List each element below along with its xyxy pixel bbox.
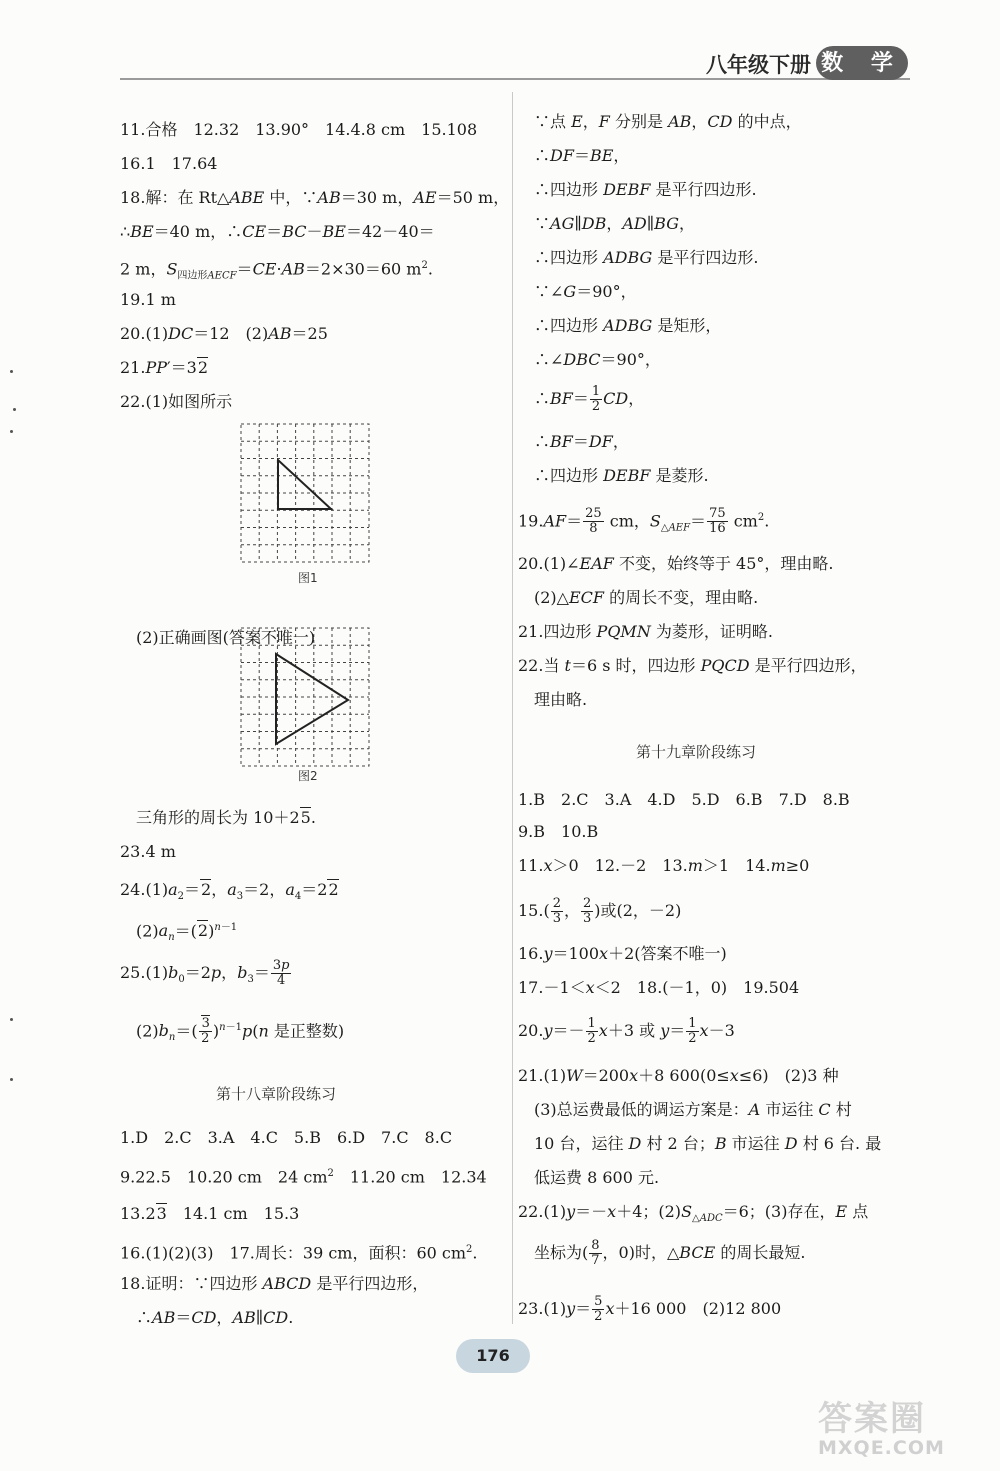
right-answer-line: (3)总运费最低的调运方案是：A 市运往 C 村 bbox=[518, 1100, 852, 1119]
right-answer-line: ∴四边形 ADBG 是矩形， bbox=[518, 316, 722, 335]
left-answer-line: ∴AB＝CD，AB∥CD. bbox=[120, 1308, 294, 1327]
section-title-ch18: 第十八章阶段练习 bbox=[216, 1085, 337, 1103]
scan-speck bbox=[13, 408, 16, 411]
watermark-logo-text: 答案圈 bbox=[818, 1399, 926, 1439]
figure-2-triangle bbox=[276, 654, 348, 744]
right-answer-line: 16.y＝100x＋2(答案不唯一) bbox=[518, 944, 727, 963]
scan-speck bbox=[10, 430, 13, 433]
figure-1-grid bbox=[240, 423, 370, 563]
left-answer-line: $24.(1)a_2=2$，$a_3=2$，$a_4=22$ bbox=[120, 880, 339, 903]
page-number: 176 bbox=[456, 1339, 530, 1373]
header-subject-badge: 数 学 bbox=[816, 46, 908, 80]
left-answer-line: 22.(1)如图所示 bbox=[120, 392, 233, 411]
right-answer-line: ∴四边形 DEBF 是平行四边形. bbox=[518, 180, 757, 199]
left-answer-line: 16.1 17.64 bbox=[120, 154, 218, 173]
right-answer-line: ∵∠G＝90°， bbox=[518, 282, 637, 301]
left-answer-line: 18.解：在 Rt△ABE 中，∵AB＝30 m，AE＝50 m， bbox=[120, 188, 510, 207]
scan-speck bbox=[10, 370, 13, 373]
right-answer-line: ∴四边形 DEBF 是菱形. bbox=[518, 466, 709, 485]
column-divider bbox=[512, 92, 513, 1324]
left-answer-line: 18.证明：∵四边形 ABCD 是平行四边形， bbox=[120, 1274, 429, 1293]
right-answer-line: 10 台，运往 D 村 2 台；B 市运往 D 村 6 台. 最 bbox=[518, 1134, 882, 1153]
figure-2-caption: 图2 bbox=[298, 769, 318, 783]
left-answer-line: 19.1 m bbox=[120, 290, 176, 309]
left-answer-line: $(2)b_n=$( $\frac{3}{2}$ )$^{n-1}$p(n 是正整数) bbox=[120, 1016, 345, 1047]
header-grade: 八年级下册 bbox=[706, 52, 811, 77]
right-answer-line: 23.(1)y＝ $\frac{5}{2}$ x＋16 000 (2)12 800 bbox=[518, 1294, 782, 1324]
left-answer-line: (2)正确画图(答案不唯一) bbox=[120, 628, 316, 647]
right-answer-line: 17.－1＜x＜2 18.(－1，0) 19.504 bbox=[518, 978, 800, 997]
left-answer-line: 13.23 14.1 cm 15.3 bbox=[120, 1204, 300, 1223]
left-answer-line: 11.合格 12.32 13.90° 14.4.8 cm 15.108 bbox=[120, 120, 478, 139]
right-answer-line: 21.(1)W＝200x＋8 600(0≤x≤6) (2)3 种 bbox=[518, 1066, 839, 1085]
right-answer-line: ∴四边形 ADBG 是平行四边形. bbox=[518, 248, 759, 267]
right-answer-line: 22.当 t＝6 s 时，四边形 PQCD 是平行四边形， bbox=[518, 656, 867, 675]
right-answer-line: ∵AG∥DB，AD∥BG， bbox=[518, 214, 695, 233]
right-answer-line: ∴BF＝ $\frac{1}{2}$ CD， bbox=[518, 384, 645, 414]
left-answer-line: 16.(1)(2)(3) 17.周长：39 cm，面积：60 $cm^2$. bbox=[120, 1243, 478, 1263]
left-answer-line: 三角形的周长为 10＋25. bbox=[120, 808, 316, 827]
right-answer-line: 20.y＝－ $\frac{1}{2}$ x＋3 或 y＝ $\frac{1}{2}$ x－3 bbox=[518, 1016, 735, 1046]
right-answer-line: (2)△ECF 的周长不变，理由略. bbox=[518, 588, 759, 607]
right-answer-line: 1.B 2.C 3.A 4.D 5.D 6.B 7.D 8.B bbox=[518, 790, 850, 809]
right-answer-line: 20.(1)∠EAF 不变，始终等于 45°，理由略. bbox=[518, 554, 834, 573]
scan-speck bbox=[10, 1018, 13, 1021]
right-answer-line: ∴BF＝DF， bbox=[518, 432, 629, 451]
figure-1-caption: 图1 bbox=[298, 571, 318, 585]
left-answer-line: 21.PP′＝32 bbox=[120, 358, 208, 377]
left-answer-line: 1.D 2.C 3.A 4.C 5.B 6.D 7.C 8.C bbox=[120, 1128, 453, 1147]
left-answer-line: 20.(1)DC＝12 (2)AB＝25 bbox=[120, 324, 328, 343]
right-answer-line: ∴DF＝BE， bbox=[518, 146, 630, 165]
left-answer-line: 23.4 m bbox=[120, 842, 176, 861]
right-answer-line: 坐标为( $\frac{8}{7}$ ，0)时，△BCE 的周长最短. bbox=[518, 1238, 806, 1268]
watermark-url: MXQE.COM bbox=[818, 1437, 945, 1459]
right-answer-line: 理由略. bbox=[518, 690, 588, 709]
right-answer-line: 11.x＞0 12.－2 13.m＞1 14.m≥0 bbox=[518, 856, 810, 875]
scan-speck bbox=[10, 1078, 13, 1081]
right-answer-line: ∵点 E，F 分别是 AB，CD 的中点， bbox=[518, 112, 802, 131]
section-title-ch19: 第十九章阶段练习 bbox=[636, 743, 757, 761]
left-answer-line: $(2)a_n=(2)^{n-1}$ bbox=[120, 921, 238, 944]
left-answer-line: ∴BE＝40 m，∴CE＝BC－BE＝42－40＝ bbox=[120, 222, 435, 241]
left-answer-line: 2 m，$S_{四边形AECF}=CE\cdot AB=2\times 30=60$ $m^2$. bbox=[120, 259, 433, 282]
right-answer-line: 22.(1)y＝－x＋4；$(2)S_{\triangle ADC}=6$；(3)存在，E 点 bbox=[518, 1202, 869, 1225]
watermark bbox=[818, 1400, 988, 1462]
right-answer-line: ∴∠DBC＝90°， bbox=[518, 350, 661, 369]
right-answer-line: 9.B 10.B bbox=[518, 822, 599, 841]
left-answer-line: $25.(1)b_0=2p$，$b_3=$ $\frac{3p}{4}$ bbox=[120, 958, 290, 988]
right-answer-line: 21.四边形 PQMN 为菱形，证明略. bbox=[518, 622, 773, 641]
left-answer-line: 9.22.5 10.20 cm 24 $cm^2$ 11.20 cm 12.34 bbox=[120, 1167, 487, 1187]
right-answer-line: 15.( $\frac{2}{3}$ ， $\frac{2}{3}$ )或(2，－2) bbox=[518, 896, 682, 926]
right-answer-line: 低运费 8 600 元. bbox=[518, 1168, 660, 1187]
figure-1-triangle bbox=[278, 460, 331, 509]
right-answer-line: 19.AF＝ $\frac{25}{8}$ cm，$S_{\triangle AEF}=$ $\frac{75}{16}$ $cm^2$. bbox=[518, 506, 770, 537]
